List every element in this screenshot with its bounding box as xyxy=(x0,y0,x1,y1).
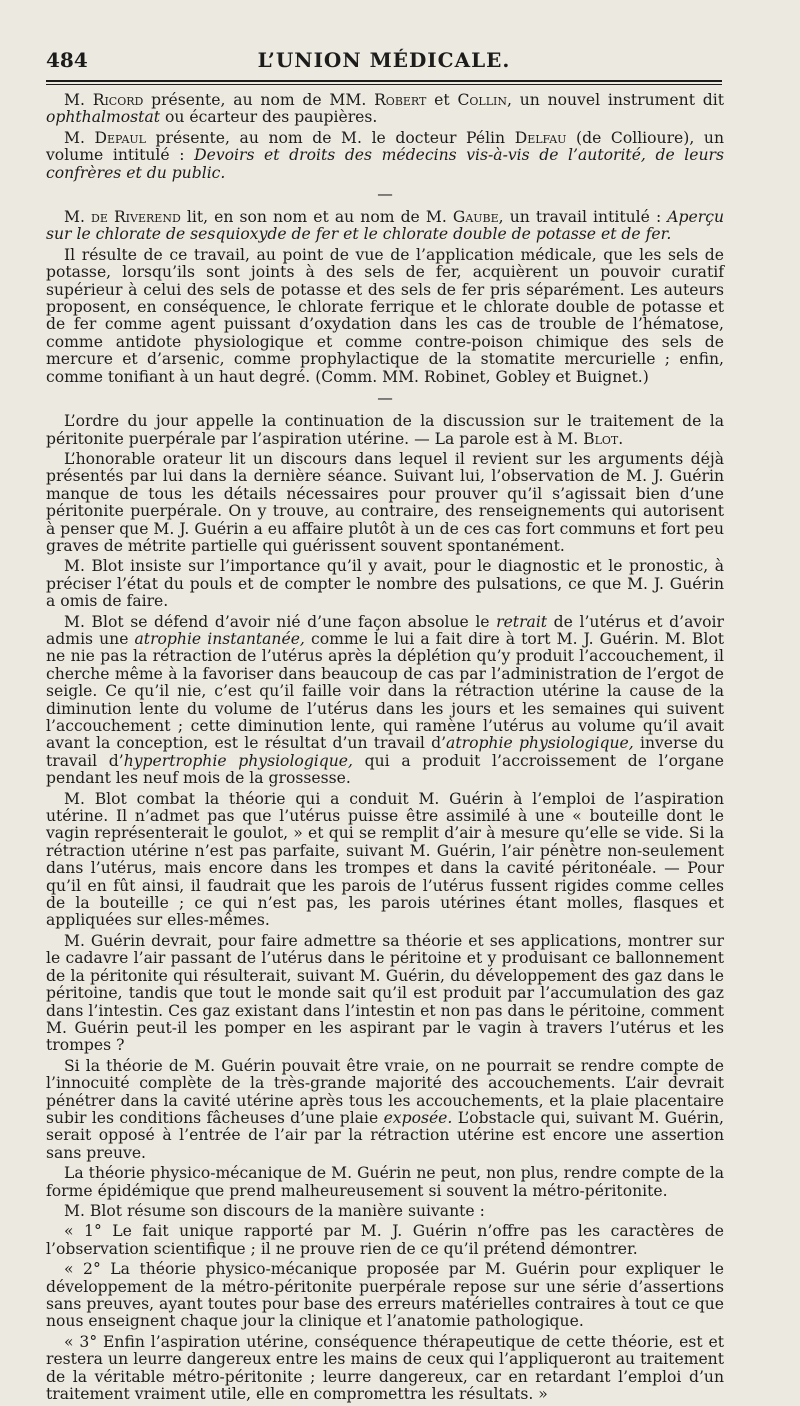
paragraph-ricord: M. Ricord présente, au nom de MM. Robert et Collin, un nouvel instrument dit ophthalmostat ou écarteur des paupières. xyxy=(46,91,724,127)
paragraph-theory: M. Blot combat la théorie qui a conduit M. Guérin à l’emploi de l’aspiration utérine. Il n’admet pas que l’utérus puisse être assimilé à une « bouteille dont le vagin représenterait le goulot, » et qui se remplit d’air à mesure qu’elle se vide. Si la rétraction utérine n’est pas parfaite, suivant M. Guérin, l’air pénètre non-seulement dans l’utérus, mais encore dans les trompes et dans la cavité péritonéale. — Pour qu’il en fût ainsi, il faudrait que les parois de l’utérus fussent rigides comme celles de la bouteille ; ce qui n’est pas, les parois utérines étant molles, flasques et appliquées sur elles-mêmes. xyxy=(46,789,724,930)
page-header xyxy=(46,44,722,76)
paragraph-point-3: « 3° Enfin l’aspiration utérine, conséquence thérapeutique de cette théorie, est et restera un leurre dangereux entre les mains de ceux qui l’appliqueront au traitement de la véritable métro-péritonite ; leurre dangereux, car en retardant l’emploi d’un traitement vraiment utile, elle en compromettra les résultats. » xyxy=(46,1332,724,1404)
paragraph-retraction: M. Blot se défend d’avoir nié d’une façon absolue le retrait de l’utérus et d’avoir admis une atrophie instantanée, comme le lui a fait dire à tort M. J. Guérin. M. Blot ne nie pas la rétraction de l’utérus après la déplétion qu’y produit l’accouchement, il cherche même à la favoriser dans beaucoup de cas par l’administration de l’ergot de seigle. Ce qu’il nie, c’est qu’il faille voir dans la rétraction utérine la cause de la diminution lente du volume de l’utérus dans les jours et les semaines qui suivent l’accouchement ; cette diminution lente, qui ramène l’utérus au volume qu’il avait avant la conception, est le résultat d’un travail d’atrophie physiologique, inverse du travail d’hypertrophie physiologique, qui a produit l’accroissement de l’organe pendant les neuf mois de la grossesse. xyxy=(46,612,725,788)
page-number: 484 xyxy=(46,48,88,72)
paragraph-chlorate-results: Il résulte de ce travail, au point de vue de l’application médicale, que les sels de potasse, lorsqu’ils sont joints à des sels de fer, acquièrent un pouvoir curatif supérieur à celui des sels de potasse et des sels de fer pris séparément. Les auteurs proposent, en conséquence, le chlorate ferrique et le chlorate double de potasse et de fer comme agent puissant d’oxydation dans les cas de trouble de l’hématose, comme antidote physiologique et comme contre-poison chimique des sels de mercure et d’arsenic, comme prophylactique de la stomatite mercurielle ; enfin, comme tonifiant à un haut degré. (Comm. MM. Robinet, Gobley et Buignet.) xyxy=(46,245,724,386)
paragraph-orator: L’honorable orateur lit un discours dans lequel il revient sur les arguments déjà présentés par lui dans la dernière séance. Suivant lui, l’observation de M. J. Guérin manque de tous les détails nécessaires pour prouver qu’il s’agissait bien d’une péritonite puerpérale. On y trouve, au contraire, des renseignements qui autorisent à penser que M. J. Guérin a eu affaire plutôt à un de ces cas fort communs et fort peu graves de métrite partielle qui guérissent souvent spontanément. xyxy=(46,449,724,555)
paragraph-innocuity: Si la théorie de M. Guérin pouvait être vraie, on ne pourrait se rendre compte de l’innocuité complète de la très-grande majorité des accouchements. L’air devrait pénétrer dans la cavité utérine après tous les accouchements, et la plaie placentaire subir les conditions fâcheuses d’une plaie exposée. L’obstacle qui, suivant M. Guérin, serait opposé à l’entrée de l’air par la rétraction utérine est encore une assertion sans preuve. xyxy=(46,1056,724,1162)
running-title: L’UNION MÉDICALE. xyxy=(257,48,511,72)
paragraph-point-2: « 2° La théorie physico-mécanique proposée par M. Guérin pour expliquer le développement de la métro-péritonite puerpérale repose sur une série d’assertions sans preuves, ayant toutes pour base des erreurs matérielles contraires à tout ce que nous enseignent chaque jour la clinique et l’anatomie pathologique. xyxy=(46,1260,724,1331)
paragraph-point-1: « 1° Le fait unique rapporté par M. J. Guérin n’offre pas les caractères de l’observation scientifique ; il ne prouve rien de ce qu’il prétend démontrer. xyxy=(46,1222,724,1258)
paragraph-summary-intro: M. Blot résume son discours de la manière suivante : xyxy=(64,1201,485,1220)
paragraph-order-of-day: L’ordre du jour appelle la continuation de la discussion sur le traitement de la péritonite puerpérale par l’aspiration utérine. — La parole est à M. Blot. xyxy=(46,412,724,448)
paragraph-pulse: M. Blot insiste sur l’importance qu’il y avait, pour le diagnostic et le pronostic, à préciser l’état du pouls et de compter le nombre des pulsations, ce que M. J. Guérin a omis de faire. xyxy=(46,557,724,611)
paragraph-riverend: M. de Riverend lit, en son nom et au nom de M. Gaube, un travail intitulé : Aperçu sur le chlorate de sesquioxyde de fer et le chlorate double de potasse et de fer. xyxy=(46,208,724,244)
section-separator: — xyxy=(377,185,393,204)
article-body xyxy=(46,92,724,1406)
paragraph-cadaver: M. Guérin devrait, pour faire admettre sa théorie et ses applications, montrer sur le cadavre l’air passant de l’utérus dans le péritoine et y produisant ce ballonnement de la péritonite qui résulterait, suivant M. Guérin, du développement des gaz dans le péritoine, tandis que tout le monde sait qu’il est produit par l’accumulation des gaz dans l’intestin. Ces gaz existant dans l’intestin et non pas dans le péritoine, comment M. Guérin peut-il les pomper en les aspirant par le vagin à travers l’utérus et les trompes ? xyxy=(46,931,724,1055)
header-rule xyxy=(46,80,722,85)
section-separator: — xyxy=(377,389,393,408)
paragraph-depaul: M. Depaul présente, au nom de M. le docteur Pélin Delfau (de Collioure), un volume intitulé : Devoirs et droits des médecins vis-à-vis de l’autorité, de leurs confrères et du public. xyxy=(46,128,724,182)
paragraph-epidemic: La théorie physico-mécanique de M. Guérin ne peut, non plus, rendre compte de la forme épidémique que prend malheureusement si souvent la métro-péritonite. xyxy=(46,1164,724,1200)
